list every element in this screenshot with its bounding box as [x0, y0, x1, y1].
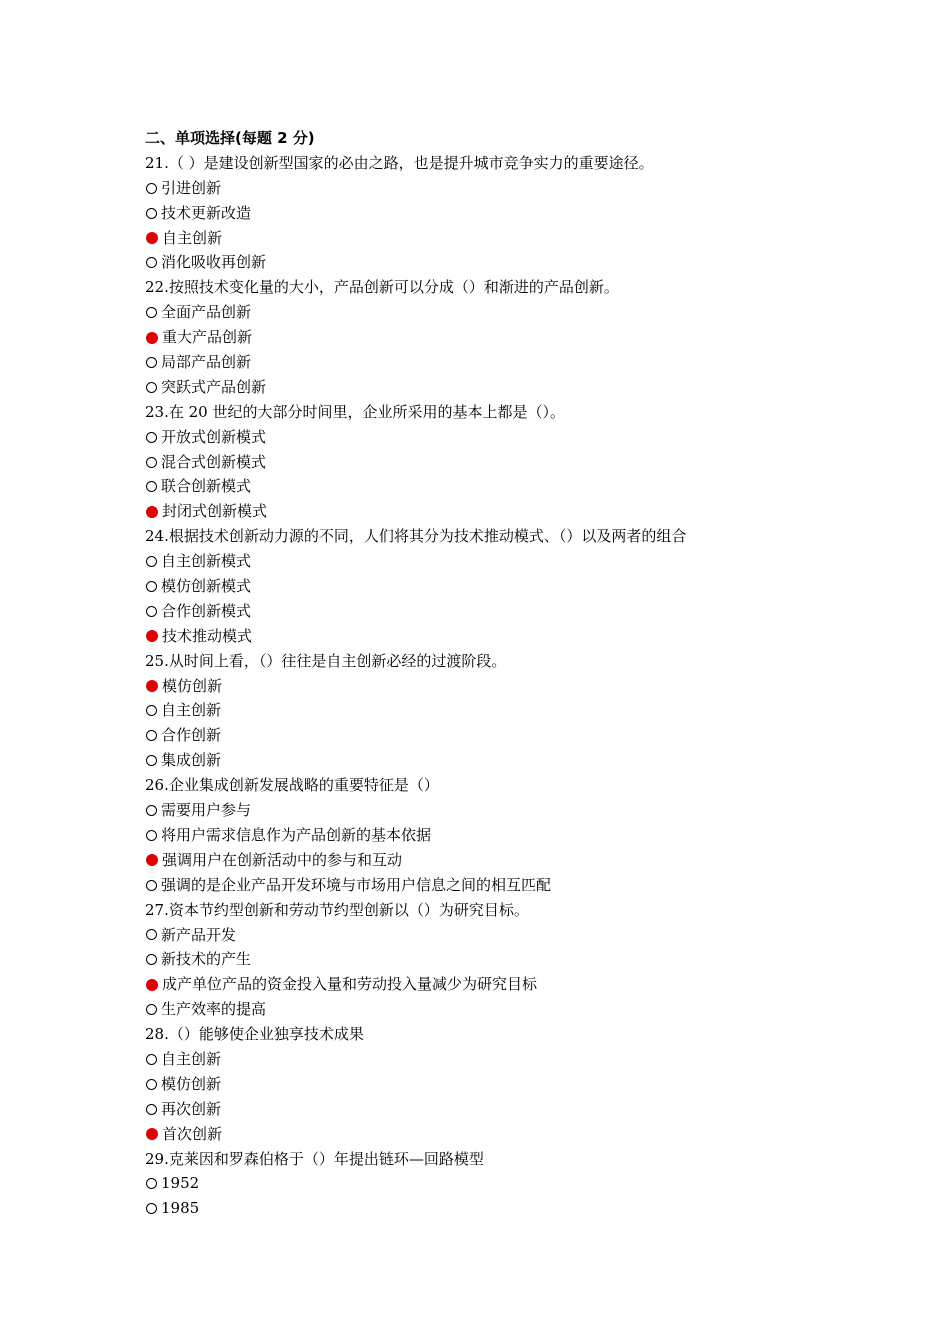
- radio-unselected-icon[interactable]: [146, 208, 157, 219]
- answer-option[interactable]: [145, 698, 905, 723]
- question-9: [145, 1147, 905, 1222]
- option-label: 自主创新模式: [161, 552, 252, 571]
- option-label: 突跃式产品创新: [161, 377, 267, 396]
- question-5: [145, 649, 905, 773]
- radio-unselected-icon[interactable]: [146, 1203, 157, 1214]
- option-label: 引进创新: [161, 178, 222, 197]
- question-6: [145, 773, 905, 897]
- answer-option[interactable]: [145, 674, 905, 699]
- answer-option[interactable]: [145, 798, 905, 823]
- option-label: 模仿创新: [161, 1074, 222, 1093]
- option-label: 封闭式创新模式: [162, 502, 268, 521]
- option-label: 技术更新改造: [161, 203, 252, 222]
- option-label: 集成创新: [161, 751, 222, 770]
- answer-option[interactable]: [145, 873, 905, 898]
- answer-option[interactable]: [145, 624, 905, 649]
- question-2: [145, 275, 905, 399]
- question-4: [145, 524, 905, 648]
- option-label: 自主创新: [161, 701, 222, 720]
- radio-unselected-icon[interactable]: [146, 1004, 157, 1015]
- radio-unselected-icon[interactable]: [146, 606, 157, 617]
- option-label: 强调的是企业产品开发环境与市场用户信息之间的相互匹配: [161, 875, 552, 894]
- answer-option[interactable]: [145, 300, 905, 325]
- radio-unselected-icon[interactable]: [146, 382, 157, 393]
- radio-unselected-icon[interactable]: [146, 481, 157, 492]
- answer-option[interactable]: [145, 574, 905, 599]
- option-label: 1952: [161, 1174, 200, 1193]
- radio-selected-icon[interactable]: [146, 506, 158, 518]
- answer-option[interactable]: [145, 325, 905, 350]
- question-stem: 25.从时间上看，（）往往是自主创新必经的过渡阶段。: [145, 651, 507, 670]
- option-label: 模仿创新: [162, 676, 223, 695]
- question-3: [145, 400, 905, 524]
- answer-option[interactable]: [145, 201, 905, 226]
- answer-option[interactable]: [145, 1072, 905, 1097]
- option-label: 自主创新: [161, 1049, 222, 1068]
- question-8: [145, 1022, 905, 1146]
- option-label: 联合创新模式: [161, 477, 252, 496]
- answer-option[interactable]: [145, 450, 905, 475]
- answer-option[interactable]: [145, 176, 905, 201]
- question-stem: 22.按照技术变化量的大小，产品创新可以分成（）和渐进的产品创新。: [145, 278, 619, 297]
- answer-option[interactable]: [145, 250, 905, 275]
- answer-option[interactable]: [145, 1196, 905, 1221]
- question-stem: 27.资本节约型创新和劳动节约型创新以（）为研究目标。: [145, 900, 529, 919]
- question-list: [145, 151, 905, 1221]
- option-label: 消化吸收再创新: [161, 253, 267, 272]
- radio-selected-icon[interactable]: [146, 1128, 158, 1140]
- answer-option[interactable]: [145, 375, 905, 400]
- question-1: [145, 151, 905, 275]
- answer-option[interactable]: [145, 823, 905, 848]
- question-7: [145, 898, 905, 1022]
- radio-unselected-icon[interactable]: [146, 183, 157, 194]
- option-label: 合作创新: [161, 726, 222, 745]
- option-label: 开放式创新模式: [161, 427, 267, 446]
- radio-unselected-icon[interactable]: [146, 457, 157, 468]
- option-label: 1985: [161, 1199, 200, 1218]
- radio-unselected-icon[interactable]: [146, 257, 157, 268]
- option-label: 将用户需求信息作为产品创新的基本依据: [161, 825, 432, 844]
- answer-option[interactable]: [145, 599, 905, 624]
- radio-unselected-icon[interactable]: [146, 830, 157, 841]
- answer-option[interactable]: [145, 1171, 905, 1196]
- option-label: 合作创新模式: [161, 601, 252, 620]
- answer-option[interactable]: [145, 350, 905, 375]
- radio-selected-icon[interactable]: [146, 232, 158, 244]
- question-stem: 21.（ ）是建设创新型国家的必由之路，也是提升城市竞争实力的重要途径。: [145, 153, 654, 172]
- question-stem: 26.企业集成创新发展战略的重要特征是（）: [145, 776, 439, 795]
- option-label: 局部产品创新: [161, 353, 252, 372]
- option-label: 模仿创新模式: [161, 577, 252, 596]
- radio-unselected-icon[interactable]: [146, 357, 157, 368]
- radio-unselected-icon[interactable]: [146, 432, 157, 443]
- answer-option[interactable]: [145, 549, 905, 574]
- question-stem: 23.在 20 世纪的大部分时间里，企业所采用的基本上都是（）。: [145, 402, 565, 421]
- radio-unselected-icon[interactable]: [146, 1054, 157, 1065]
- option-label: 成产单位产品的资金投入量和劳动投入量减少为研究目标: [162, 975, 538, 994]
- answer-option[interactable]: [145, 1122, 905, 1147]
- option-label: 混合式创新模式: [161, 452, 267, 471]
- radio-selected-icon[interactable]: [146, 630, 158, 642]
- radio-unselected-icon[interactable]: [146, 805, 157, 816]
- radio-selected-icon[interactable]: [146, 854, 158, 866]
- option-label: 再次创新: [161, 1099, 222, 1118]
- radio-selected-icon[interactable]: [146, 332, 158, 344]
- option-label: 强调用户在创新活动中的参与和互动: [162, 850, 403, 869]
- answer-option[interactable]: [145, 723, 905, 748]
- option-label: 新技术的产生: [161, 950, 252, 969]
- option-label: 全面产品创新: [161, 303, 252, 322]
- radio-selected-icon[interactable]: [146, 979, 158, 991]
- answer-option[interactable]: [145, 748, 905, 773]
- radio-unselected-icon[interactable]: [146, 581, 157, 592]
- radio-selected-icon[interactable]: [146, 680, 158, 692]
- radio-unselected-icon[interactable]: [146, 929, 157, 940]
- section-title: 二、单项选择(每题 2 分): [145, 129, 315, 147]
- answer-option[interactable]: [145, 425, 905, 450]
- radio-unselected-icon[interactable]: [146, 1104, 157, 1115]
- question-stem: 28.（）能够使企业独享技术成果: [145, 1025, 364, 1044]
- option-label: 首次创新: [162, 1124, 223, 1143]
- radio-unselected-icon[interactable]: [146, 705, 157, 716]
- answer-option[interactable]: [145, 474, 905, 499]
- answer-option[interactable]: [145, 997, 905, 1022]
- option-label: 新产品开发: [161, 925, 237, 944]
- question-stem: 24.根据技术创新动力源的不同，人们将其分为技术推动模式、（）以及两者的组合: [145, 527, 687, 546]
- radio-unselected-icon[interactable]: [146, 307, 157, 318]
- answer-option[interactable]: [145, 499, 905, 524]
- radio-unselected-icon[interactable]: [146, 730, 157, 741]
- answer-option[interactable]: [145, 226, 905, 251]
- radio-unselected-icon[interactable]: [146, 1079, 157, 1090]
- option-label: 自主创新: [162, 228, 223, 247]
- answer-option[interactable]: [145, 923, 905, 948]
- answer-option[interactable]: [145, 1047, 905, 1072]
- document-body: [145, 126, 905, 1221]
- option-label: 重大产品创新: [162, 328, 253, 347]
- answer-option[interactable]: [145, 972, 905, 997]
- question-stem: 29.克莱因和罗森伯格于（）年提出链环—回路模型: [145, 1149, 484, 1168]
- option-label: 技术推动模式: [162, 626, 253, 645]
- radio-unselected-icon[interactable]: [146, 954, 157, 965]
- answer-option[interactable]: [145, 848, 905, 873]
- answer-option[interactable]: [145, 947, 905, 972]
- radio-unselected-icon[interactable]: [146, 755, 157, 766]
- answer-option[interactable]: [145, 1097, 905, 1122]
- option-label: 生产效率的提高: [161, 1000, 267, 1019]
- radio-unselected-icon[interactable]: [146, 1178, 157, 1189]
- radio-unselected-icon[interactable]: [146, 880, 157, 891]
- radio-unselected-icon[interactable]: [146, 556, 157, 567]
- option-label: 需要用户参与: [161, 801, 252, 820]
